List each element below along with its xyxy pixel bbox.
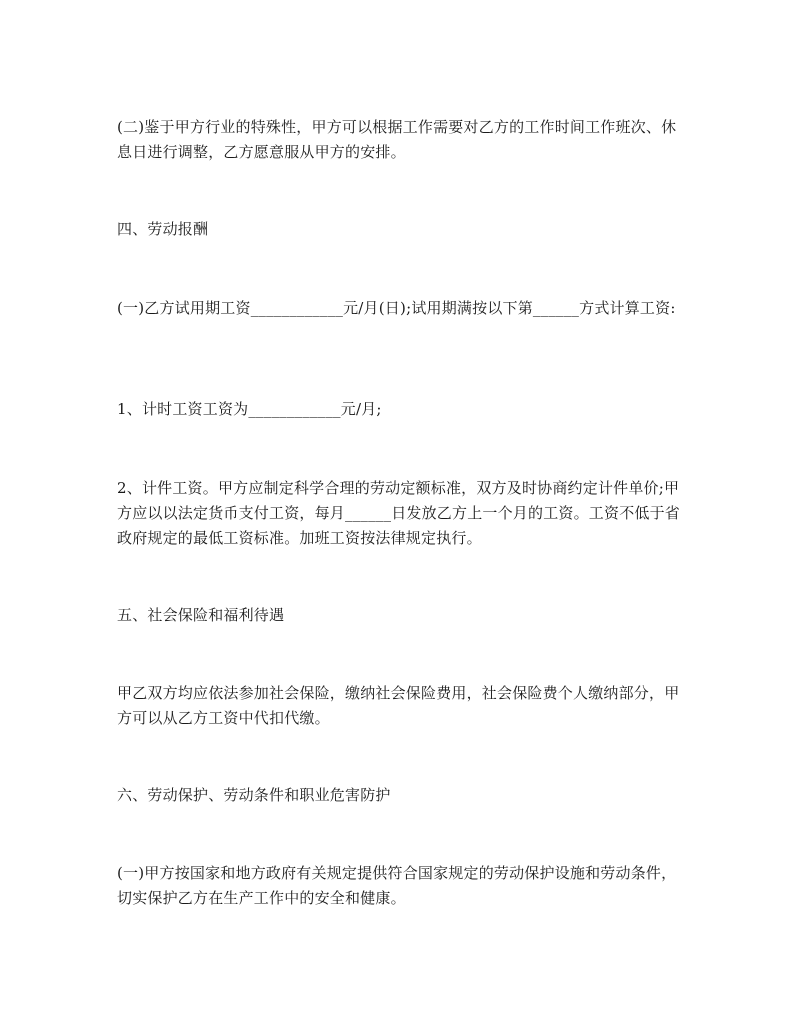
paragraph-piece-wage: 2、计件工资。甲方应制定科学合理的劳动定额标准，双方及时协商约定计件单价;甲方应以以法定货币支付工资，每月______日发放乙方上一个月的工资。工资不低于省政府规定的最低工资标准。加班工资按法律规定执行。 [117, 479, 681, 547]
paragraph-hourly-wage: 1、计时工资工资为____________元/月; [117, 400, 382, 418]
section-heading-social-insurance: 五、社会保险和福利待遇 [117, 606, 285, 624]
paragraph-labor-protection: (一)甲方按国家和地方政府有关规定提供符合国家规定的劳动保护设施和劳动条件，切实保护乙方在生产工作中的安全和健康。 [117, 864, 677, 907]
section-heading-remuneration: 四、劳动报酬 [117, 220, 209, 238]
paragraph-social-insurance: 甲乙双方均应依法参加社会保险，缴纳社会保险费用，社会保险费个人缴纳部分，甲方可以从乙方工资中代扣代缴。 [117, 684, 680, 727]
paragraph-schedule-adjustment: (二)鉴于甲方行业的特殊性，甲方可以根据工作需要对乙方的工作时间工作班次、休息日进行调整，乙方愿意服从甲方的安排。 [117, 118, 677, 161]
section-heading-labor-protection: 六、劳动保护、劳动条件和职业危害防护 [117, 786, 391, 804]
paragraph-probation-wage: (一)乙方试用期工资____________元/月(日);试用期满按以下第______方式计算工资: [117, 299, 676, 317]
